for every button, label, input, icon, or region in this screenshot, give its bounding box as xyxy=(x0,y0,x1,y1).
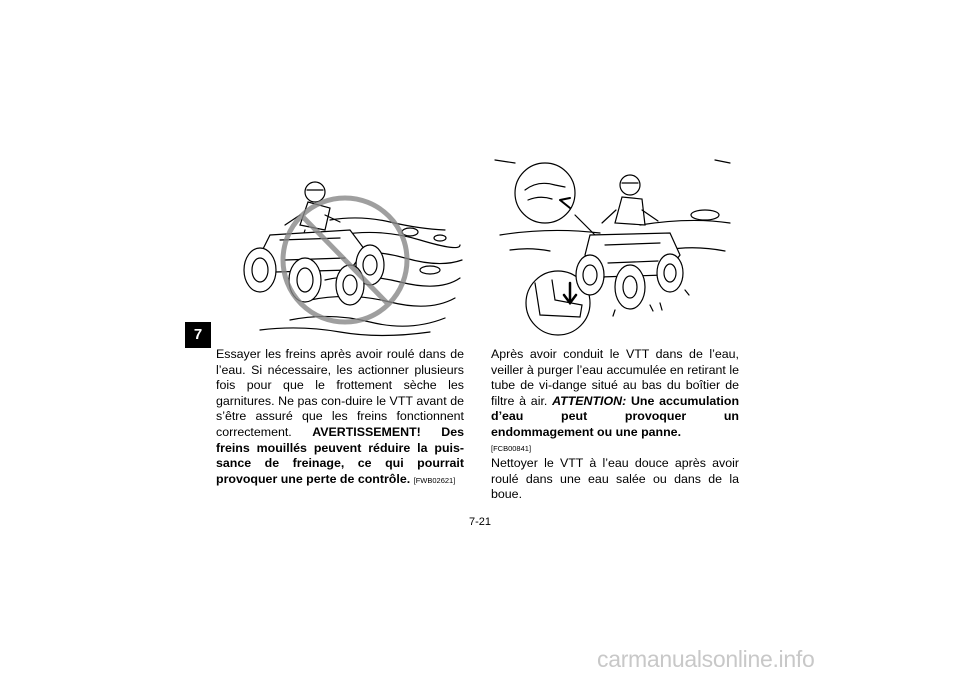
chapter-tab: 7 xyxy=(185,322,211,348)
brake-instruction-paragraph xyxy=(216,347,464,488)
drain-instruction-paragraph xyxy=(491,347,739,441)
illustration-atv-brake-test xyxy=(490,155,735,345)
drain-instruction-text: Après avoir conduit le VTT dans de l’eau, veiller à purger l’eau accumulée en retirant le tube de vi-dange situé au bas du boîtier de filtre à air. xyxy=(491,347,739,408)
attention-text: Une accumulation d’eau peut provoquer un endommagement ou une panne. xyxy=(491,393,740,439)
watermark[interactable]: carmanualsonline.info xyxy=(597,646,815,672)
page-number: 7-21 xyxy=(468,516,492,528)
right-text-column xyxy=(491,347,739,503)
warning-label: AVERTISSEMENT! xyxy=(312,424,421,439)
attention-label: ATTENTION: xyxy=(552,393,627,408)
warning-code: [FWB02621] xyxy=(413,475,456,485)
cleaning-instruction-text: Nettoyer le VTT à l’eau douce après avoir roulé dans une eau salée ou dans de la boue. xyxy=(491,456,739,502)
illustration-atv-water-prohibited xyxy=(230,160,465,340)
attention-code: [FCB00841] xyxy=(491,443,532,453)
brake-instruction-text: Essayer les freins après avoir roulé dans de l’eau. Si nécessaire, les actionner plusieurs fois pour que le frottement sèche les garnitures. Ne pas con-duire le VTT avant de s’être assuré que les freins fonctionnent correctement. xyxy=(216,347,464,439)
hand-brake-lever-icon xyxy=(515,163,575,223)
warning-text: Des freins mouillés peuvent réduire la puis-sance de freinage, ce qui pourrait provoquer une perte de contrôle. xyxy=(216,424,464,486)
left-text-column xyxy=(216,347,464,488)
